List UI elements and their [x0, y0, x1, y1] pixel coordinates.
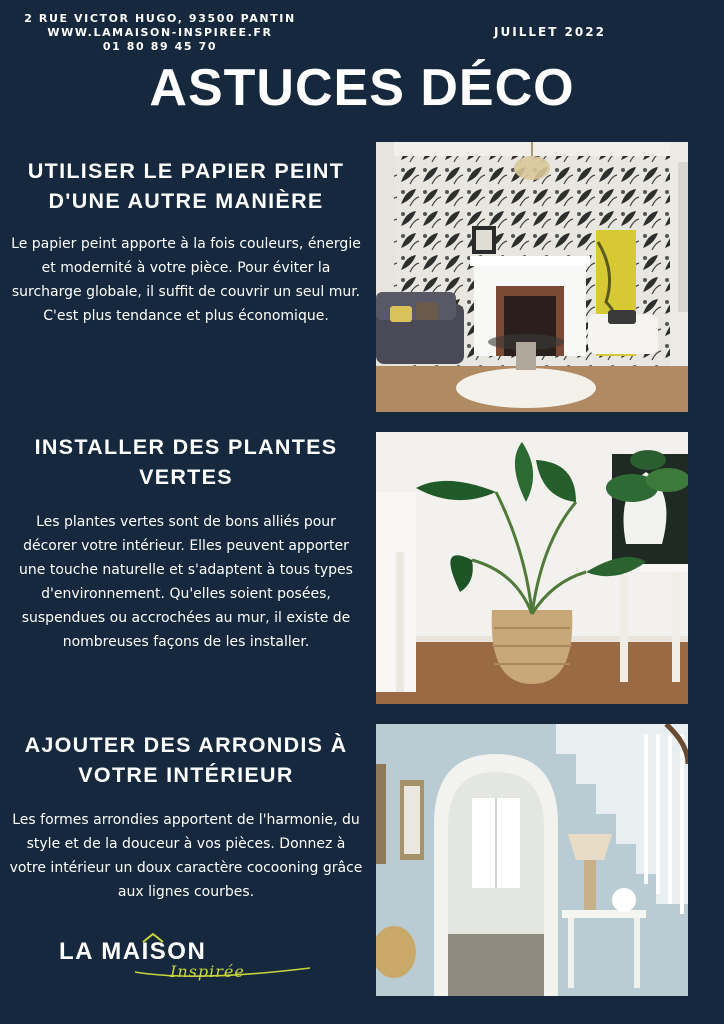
logo-swoosh-icon	[55, 928, 325, 992]
arched-hallway-photo	[376, 724, 688, 996]
section-title-wallpaper: UTILISER LE PAPIER PEINT D'UNE AUTRE MANIÈRE	[27, 159, 345, 213]
logo-tagline: Inspirée	[170, 962, 245, 981]
logo-wordmark: LA MAISON	[59, 938, 207, 965]
page-title: ASTUCES DÉCO	[149, 59, 575, 117]
section-body-curves: Les formes arrondies apportent de l'harmonie, du style et de la douceur à vos pièces. Donnez à votre intérieur un doux caractère cocooning grâce aux lignes courbes.	[9, 812, 363, 900]
section-title-curves: AJOUTER DES ARRONDIS À VOTRE INTÉRIEUR	[24, 733, 348, 787]
contact-block	[0, 12, 320, 54]
address: 2 RUE VICTOR HUGO, 93500 PANTIN	[24, 12, 296, 25]
brand-logo	[55, 928, 325, 992]
section-body-plants: Les plantes vertes sont de bons alliés pour décorer votre intérieur. Elles peuvent apporter une touche naturelle et s'adaptent à tous types d'environnement. Qu'elles soient posées, suspendues ou accrochées au mur, il existe de nombreuses façons de les installer.	[19, 514, 353, 650]
section-body-wallpaper: Le papier peint apporte à la fois couleurs, énergie et modernité à votre pièce. Pour éviter la surcharge globale, il suffit de couvrir un seul mur. C'est plus tendance et plus économique.	[11, 236, 361, 324]
website-link[interactable]: WWW.LAMAISON-INSPIREE.FR	[47, 26, 273, 39]
issue-date: JUILLET 2022	[494, 25, 606, 39]
phone-number: 01 80 89 45 70	[102, 40, 218, 53]
living-room-wallpaper-photo	[376, 142, 688, 412]
green-plants-photo	[376, 432, 688, 704]
section-title-plants: INSTALLER DES PLANTES VERTES	[34, 435, 338, 489]
